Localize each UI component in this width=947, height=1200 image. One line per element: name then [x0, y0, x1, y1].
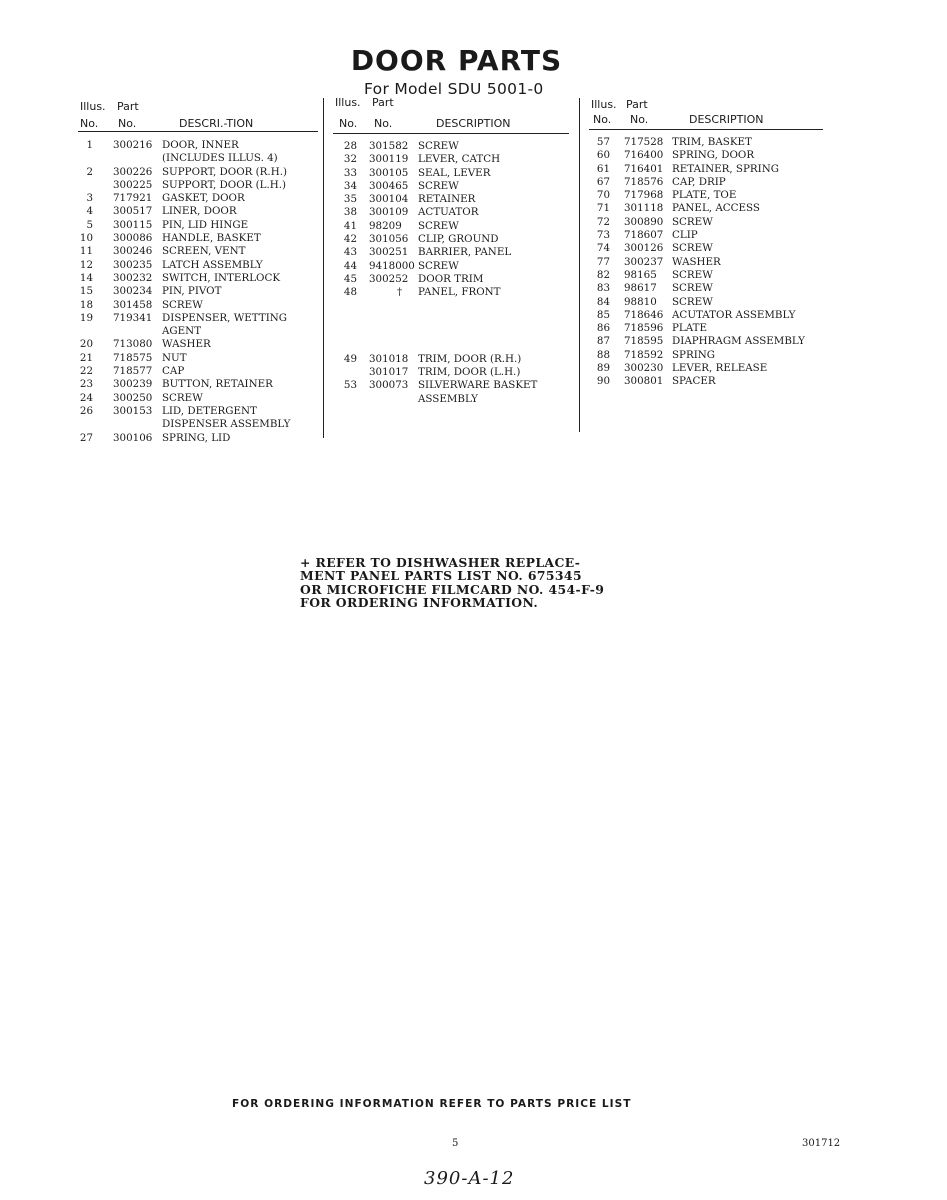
illus-number: 22 — [79, 365, 93, 378]
illus-number: 19 — [79, 311, 93, 324]
table-row — [333, 246, 569, 259]
illus-number: 14 — [79, 271, 93, 284]
part-description: GASKET, DOOR — [162, 192, 245, 205]
part-description: RETAINER — [418, 193, 476, 206]
illus-number: 10 — [79, 232, 93, 245]
part-description: ASSEMBLY — [418, 392, 478, 405]
table-row — [78, 245, 318, 258]
part-description: DOOR, INNER — [162, 139, 239, 151]
illus-number: 48 — [343, 286, 357, 299]
header-no: No. — [80, 117, 99, 130]
illus-number: 70 — [596, 189, 610, 202]
header-rule — [333, 133, 569, 134]
part-description: CLIP — [672, 229, 698, 242]
part-number: 300517 — [113, 205, 153, 218]
table-row — [333, 366, 569, 379]
part-description: (INCLUDES ILLUS. 4) — [162, 152, 278, 165]
table-row — [589, 335, 823, 348]
table-row — [333, 353, 569, 366]
table-row — [78, 338, 318, 351]
table-row — [333, 193, 569, 206]
part-description: TRIM, BASKET — [672, 136, 752, 148]
part-description: TRIM, DOOR (L.H.) — [418, 366, 521, 379]
part-number: 718576 — [624, 175, 664, 188]
table-row — [589, 349, 823, 362]
table-row — [589, 176, 823, 189]
part-description: DISPENSER ASSEMBLY — [162, 418, 291, 431]
part-description: TRIM, DOOR (R.H.) — [418, 352, 522, 365]
illus-number: 85 — [596, 308, 610, 321]
illus-number: 18 — [79, 298, 93, 311]
table-row — [333, 286, 569, 299]
illus-number: 90 — [596, 375, 610, 388]
parts-column-2 — [333, 96, 569, 406]
part-number: 300225 — [113, 178, 153, 191]
illus-number: 2 — [86, 165, 93, 178]
part-description: CLIP, GROUND — [418, 233, 499, 246]
part-number: 9418000 — [369, 259, 415, 272]
table-row — [589, 136, 823, 149]
header-description: DESCRIPTION — [436, 117, 511, 130]
illus-number: 21 — [79, 351, 93, 364]
part-number: 300252 — [369, 272, 409, 285]
illus-number: 43 — [343, 246, 357, 259]
table-row — [333, 180, 569, 193]
model-subtitle: For Model SDU 5001-0 — [364, 80, 544, 98]
table-row — [78, 299, 318, 312]
table-row — [333, 167, 569, 180]
parts-column-1 — [78, 100, 318, 445]
illus-number: 12 — [79, 258, 93, 271]
part-number: 300232 — [113, 271, 153, 284]
table-row — [333, 153, 569, 166]
part-number: 300104 — [369, 193, 409, 206]
part-description: BUTTON, RETAINER — [162, 378, 273, 391]
parts-column-3 — [589, 98, 823, 389]
part-description: WASHER — [672, 255, 721, 268]
illus-number: 35 — [343, 193, 357, 206]
part-description: LEVER, CATCH — [418, 153, 501, 166]
parts-rows — [78, 139, 318, 445]
part-number: 300109 — [369, 206, 409, 219]
table-row — [78, 259, 318, 272]
illus-number: 5 — [86, 218, 93, 231]
illus-number: 15 — [79, 285, 93, 298]
part-description: SPACER — [672, 375, 716, 388]
illus-number: 1 — [86, 139, 93, 151]
column-header — [333, 96, 569, 132]
illus-number: 27 — [79, 431, 93, 444]
part-number: 98617 — [624, 282, 657, 295]
part-description: PANEL, FRONT — [418, 286, 501, 299]
part-number: 719341 — [113, 311, 153, 324]
replacement-panel-note — [300, 555, 605, 611]
part-description: SILVERWARE BASKET — [418, 379, 538, 392]
table-row — [78, 219, 318, 232]
part-number: 98165 — [624, 268, 657, 281]
part-number: 718575 — [113, 351, 153, 364]
column-header — [589, 98, 823, 130]
part-number: 300105 — [369, 166, 409, 179]
header-illus: Illus. — [335, 96, 361, 109]
illus-number: 88 — [596, 348, 610, 361]
table-row — [333, 313, 569, 326]
part-number: 98810 — [624, 295, 657, 308]
illus-number: 42 — [343, 233, 357, 246]
part-description: PIN, LID HINGE — [162, 218, 249, 231]
illus-number: 11 — [79, 245, 93, 258]
table-row — [589, 309, 823, 322]
part-description: SEAL, LEVER — [418, 166, 491, 179]
illus-number: 3 — [86, 192, 93, 205]
part-description: DISPENSER, WETTING — [162, 311, 288, 324]
illus-number: 34 — [343, 179, 357, 192]
part-description: PIN, PIVOT — [162, 285, 222, 298]
illus-number: 60 — [596, 149, 610, 162]
table-row — [333, 379, 569, 392]
illus-number: 38 — [343, 206, 357, 219]
illus-number: 84 — [596, 295, 610, 308]
part-description: SCREW — [418, 140, 459, 152]
part-description: SCREW — [672, 215, 713, 228]
header-illus: Illus. — [80, 100, 106, 113]
illus-number: 41 — [343, 219, 357, 232]
parts-rows — [333, 140, 569, 406]
part-number: 300237 — [624, 255, 664, 268]
note-line: FOR ORDERING INFORMATION. — [300, 595, 539, 611]
part-description: SPRING, LID — [162, 431, 231, 444]
table-row — [78, 272, 318, 285]
illus-number: 53 — [343, 379, 357, 392]
table-row — [589, 296, 823, 309]
table-row — [589, 322, 823, 335]
part-description: AGENT — [162, 325, 202, 338]
illus-number: 32 — [343, 153, 357, 166]
illus-number: 44 — [343, 259, 357, 272]
part-number: 300890 — [624, 215, 664, 228]
illus-number: 87 — [596, 335, 610, 348]
table-row — [589, 189, 823, 202]
part-description: HANDLE, BASKET — [162, 232, 261, 245]
table-row — [589, 242, 823, 255]
part-number: 301056 — [369, 233, 409, 246]
illus-number: 67 — [596, 175, 610, 188]
part-description: RETAINER, SPRING — [672, 162, 779, 175]
part-number: 717528 — [624, 136, 664, 148]
part-number: 300235 — [113, 258, 153, 271]
table-row — [78, 418, 318, 431]
part-description: DIAPHRAGM ASSEMBLY — [672, 335, 805, 348]
part-number: 301017 — [369, 366, 409, 379]
part-description: LATCH ASSEMBLY — [162, 258, 263, 271]
header-part: Part — [626, 98, 648, 111]
table-row — [78, 325, 318, 338]
part-number: 718596 — [624, 322, 664, 335]
part-number: 718595 — [624, 335, 664, 348]
part-number: 717921 — [113, 192, 153, 205]
part-number: 300230 — [624, 362, 664, 375]
header-no: No. — [339, 117, 358, 130]
table-row — [589, 229, 823, 242]
illus-number: 26 — [79, 404, 93, 417]
header-rule — [78, 131, 318, 132]
table-row — [78, 352, 318, 365]
part-number: 716401 — [624, 162, 664, 175]
header-illus: Illus. — [591, 98, 617, 111]
part-description: SUPPORT, DOOR (R.H.) — [162, 165, 287, 178]
table-row — [78, 378, 318, 391]
header-part-no: No. — [118, 117, 137, 130]
illus-number: 61 — [596, 162, 610, 175]
table-row — [333, 233, 569, 246]
part-description: SCREW — [672, 268, 713, 281]
header-no: No. — [593, 113, 612, 126]
part-number: 716400 — [624, 149, 664, 162]
table-row — [333, 339, 569, 352]
illus-number: 82 — [596, 268, 610, 281]
part-number: 718592 — [624, 348, 664, 361]
part-description: SCREW — [162, 298, 203, 311]
table-row — [589, 216, 823, 229]
part-description: SPRING — [672, 348, 716, 361]
table-row — [78, 405, 318, 418]
table-row — [589, 163, 823, 176]
table-row — [589, 269, 823, 282]
part-description: SWITCH, INTERLOCK — [162, 271, 281, 284]
table-row — [333, 220, 569, 233]
note-line: OR MICROFICHE FILMCARD NO. 454-F-9 — [300, 581, 605, 597]
part-number: 300250 — [113, 391, 153, 404]
illus-number: 45 — [343, 272, 357, 285]
illus-number: 28 — [343, 140, 357, 152]
page-title: DOOR PARTS — [350, 44, 563, 77]
part-number: 718607 — [624, 229, 664, 242]
header-part-no: No. — [630, 113, 649, 126]
part-number: 300216 — [113, 139, 153, 151]
handwritten-annotation: 390-A-12 — [424, 1168, 515, 1189]
part-number: 300801 — [624, 375, 664, 388]
table-row — [333, 140, 569, 153]
table-row — [78, 392, 318, 405]
part-number: 300119 — [369, 153, 409, 166]
part-description: BARRIER, PANEL — [418, 246, 512, 259]
part-number: 300251 — [369, 246, 409, 259]
part-number: † — [397, 286, 403, 299]
page-number: 5 — [452, 1138, 459, 1149]
part-description: PANEL, ACCESS — [672, 202, 760, 215]
table-row — [78, 139, 318, 152]
part-description: PLATE — [672, 322, 708, 335]
illus-number: 24 — [79, 391, 93, 404]
table-row — [589, 362, 823, 375]
table-row — [333, 393, 569, 406]
illus-number: 20 — [79, 338, 93, 351]
part-description: WASHER — [162, 338, 211, 351]
table-row — [78, 152, 318, 165]
part-number: 300126 — [624, 242, 664, 255]
part-number: 301118 — [624, 202, 664, 215]
part-number: 300246 — [113, 245, 153, 258]
parts-rows — [589, 136, 823, 389]
table-row — [589, 256, 823, 269]
header-part: Part — [372, 96, 394, 109]
table-row — [78, 192, 318, 205]
illus-number: 86 — [596, 322, 610, 335]
illus-number: 23 — [79, 378, 93, 391]
table-row — [78, 205, 318, 218]
illus-number: 57 — [596, 136, 610, 148]
part-number: 300086 — [113, 232, 153, 245]
header-part: Part — [117, 100, 139, 113]
part-description: LID, DETERGENT — [162, 404, 257, 417]
part-number: 713080 — [113, 338, 153, 351]
note-line: MENT PANEL PARTS LIST NO. 675345 — [300, 568, 582, 584]
document-number: 301712 — [802, 1138, 841, 1149]
part-description: LINER, DOOR — [162, 205, 237, 218]
part-description: SCREW — [672, 242, 713, 255]
part-number: 301458 — [113, 298, 153, 311]
illus-number: 33 — [343, 166, 357, 179]
part-description: SCREEN, VENT — [162, 245, 246, 258]
part-number: 300115 — [113, 218, 153, 231]
part-description: SCREW — [418, 219, 459, 232]
illus-number: 72 — [596, 215, 610, 228]
part-description: SCREW — [162, 391, 203, 404]
illus-number: 71 — [596, 202, 610, 215]
part-description: SCREW — [418, 179, 459, 192]
column-divider — [579, 98, 580, 432]
part-number: 718577 — [113, 365, 153, 378]
table-row — [333, 206, 569, 219]
part-description: ACUTATOR ASSEMBLY — [672, 308, 796, 321]
part-description: SCREW — [418, 259, 459, 272]
table-row — [78, 312, 318, 325]
table-row — [333, 273, 569, 286]
illus-number: 73 — [596, 229, 610, 242]
table-row — [78, 232, 318, 245]
table-row — [78, 179, 318, 192]
part-number: 300073 — [369, 379, 409, 392]
part-description: SUPPORT, DOOR (L.H.) — [162, 178, 287, 191]
part-description: SCREW — [672, 282, 713, 295]
part-number: 300239 — [113, 378, 153, 391]
part-description: ACTUATOR — [418, 206, 479, 219]
part-description: LEVER, RELEASE — [672, 362, 768, 375]
part-number: 301018 — [369, 352, 409, 365]
illus-number: 74 — [596, 242, 610, 255]
part-number: 718646 — [624, 308, 664, 321]
illus-number: 4 — [86, 205, 93, 218]
part-description: CAP — [162, 365, 185, 378]
part-number: 300106 — [113, 431, 153, 444]
table-row — [589, 282, 823, 295]
part-description: DOOR TRIM — [418, 272, 484, 285]
illus-number: 89 — [596, 362, 610, 375]
header-description: DESCRI.-TION — [179, 117, 254, 130]
part-number: 300226 — [113, 165, 153, 178]
table-row — [333, 326, 569, 339]
table-row — [589, 202, 823, 215]
table-row — [589, 149, 823, 162]
part-description: PLATE, TOE — [672, 189, 737, 202]
part-description: SCREW — [672, 295, 713, 308]
part-number: 300234 — [113, 285, 153, 298]
header-description: DESCRIPTION — [689, 113, 764, 126]
part-number: 300153 — [113, 404, 153, 417]
part-number: 301582 — [369, 140, 409, 152]
part-description: CAP, DRIP — [672, 175, 726, 188]
note-line: + REFER TO DISHWASHER REPLACE- — [300, 555, 581, 570]
illus-number: 83 — [596, 282, 610, 295]
table-row — [78, 285, 318, 298]
table-row — [333, 260, 569, 273]
table-row — [589, 375, 823, 388]
header-rule — [589, 129, 823, 130]
header-part-no: No. — [374, 117, 393, 130]
part-number: 717968 — [624, 189, 664, 202]
table-row — [333, 300, 569, 313]
column-divider — [323, 98, 324, 438]
part-description: NUT — [162, 351, 187, 364]
ordering-footer: FOR ORDERING INFORMATION REFER TO PARTS PRICE LIST — [232, 1098, 632, 1110]
illus-number: 77 — [596, 255, 610, 268]
part-number: 300465 — [369, 179, 409, 192]
table-row — [78, 432, 318, 445]
table-row — [78, 365, 318, 378]
part-number: 98209 — [369, 219, 402, 232]
column-header — [78, 100, 318, 132]
part-description: SPRING, DOOR — [672, 149, 755, 162]
illus-number: 49 — [343, 352, 357, 365]
table-row — [78, 166, 318, 179]
